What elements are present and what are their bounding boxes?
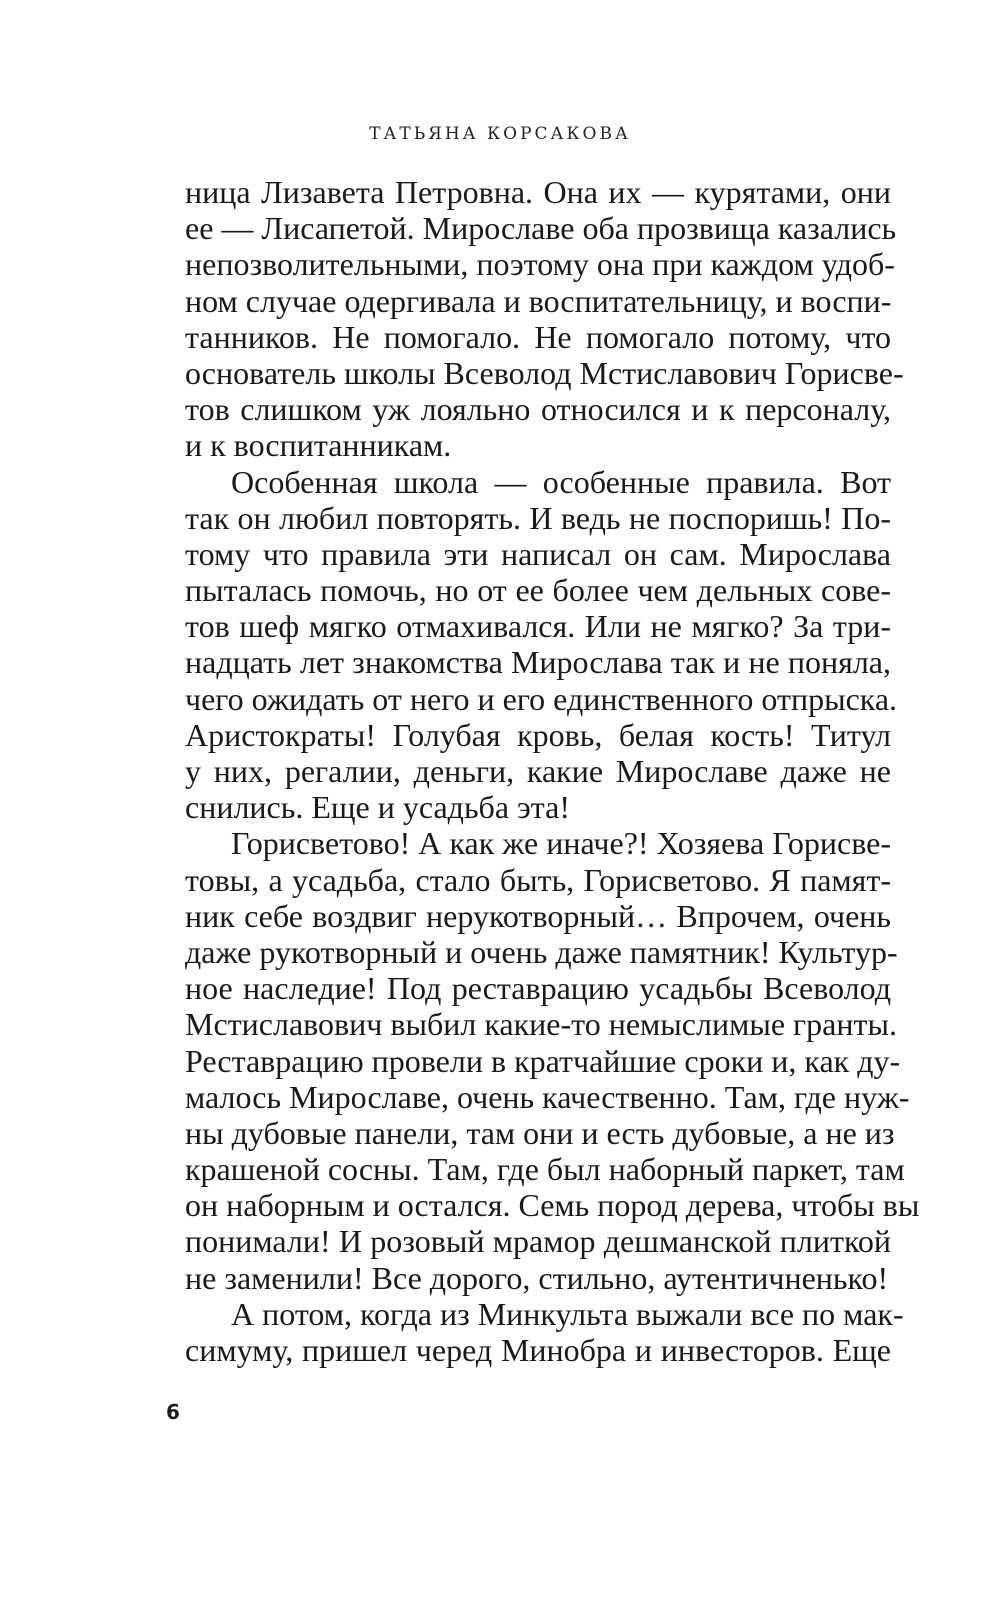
text-line: тов шеф мягко отмахивался. Или не мягко? За три- (185, 608, 891, 645)
paragraph (185, 825, 920, 1296)
text-line: чего ожидать от него и его единственного отпрыска. (185, 680, 898, 717)
text-line: даже рукотворный и очень даже памятник! Культур- (185, 933, 898, 970)
text-line: пыталась помочь, но от ее более чем дельных сове- (185, 572, 891, 609)
text-line: танников. Не помогало. Не помогало потому, что (185, 318, 891, 355)
body-text (185, 174, 920, 1368)
text-line: Мстиславович выбил какие-то немыслимые гранты. (185, 1006, 897, 1043)
paragraph (185, 174, 904, 464)
text-line: крашеной сосны. Там, где был наборный паркет, там (185, 1151, 905, 1188)
text-line: симуму, пришел черед Минобра и инвесторов. Еще (185, 1332, 891, 1368)
paragraph (185, 463, 898, 826)
text-line: не заменили! Все дорого, стильно, аутентичненько! (185, 1259, 889, 1296)
text-line: у них, регалии, деньги, какие Мирославе даже не (185, 753, 891, 789)
text-line: ник себе воздвиг нерукотворный… Впрочем, очень (185, 897, 891, 934)
text-line: ном случае одергивала и воспитательницу, и воспи- (185, 282, 892, 319)
text-line: ное наследие! Под реставрацию усадьбы Всеволод (185, 970, 891, 1007)
text-line: ны дубовые панели, там они и есть дубовые, а не из (185, 1114, 895, 1151)
text-line: так он любил повторять. И ведь не поспоришь! По- (185, 499, 891, 536)
page-number: 6 (166, 1400, 180, 1424)
text-line: основатель школы Всеволод Мстиславович Горисве- (185, 354, 904, 391)
text-line: тому что правила эти написал он сам. Мирослава (185, 535, 891, 572)
text-line: товы, а усадьба, стало быть, Горисветово. Я памят- (185, 861, 891, 898)
text-line: Реставрацию провели в кратчайшие сроки и, как ду- (185, 1042, 901, 1079)
text-line: Особенная школа — особенные правила. Вот (231, 463, 891, 500)
text-line: ее — Лисапетой. Мирославе оба прозвища казались (185, 210, 897, 247)
text-line: Аристократы! Голубая кровь, белая кость! Титул (185, 716, 891, 753)
text-line: ница Лизавета Петровна. Она их — курятами, они (185, 174, 891, 210)
text-line: снились. Еще и усадьба эта! (185, 789, 570, 826)
text-line: непозволительными, поэтому она при каждом удоб- (185, 246, 895, 283)
text-line: надцать лет знакомства Мирослава так и не поняла, (185, 644, 891, 681)
running-head: ТАТЬЯНА КОРСАКОВА (369, 124, 631, 144)
text-line: он наборным и остался. Семь пород дерева, чтобы вы (185, 1187, 920, 1224)
text-line: малось Мирославе, очень качественно. Там, где нуж- (185, 1078, 910, 1115)
paragraph (185, 1295, 904, 1368)
text-line: тов слишком уж лояльно относился и к персоналу, (185, 391, 891, 428)
text-line: и к воспитанникам. (185, 427, 452, 464)
text-line: А потом, когда из Минкульта выжали все по мак- (231, 1295, 904, 1332)
text-line: Горисветово! А как же иначе?! Хозяева Горисве- (231, 825, 891, 862)
text-line: понимали! И розовый мрамор дешманской плиткой (185, 1223, 891, 1260)
